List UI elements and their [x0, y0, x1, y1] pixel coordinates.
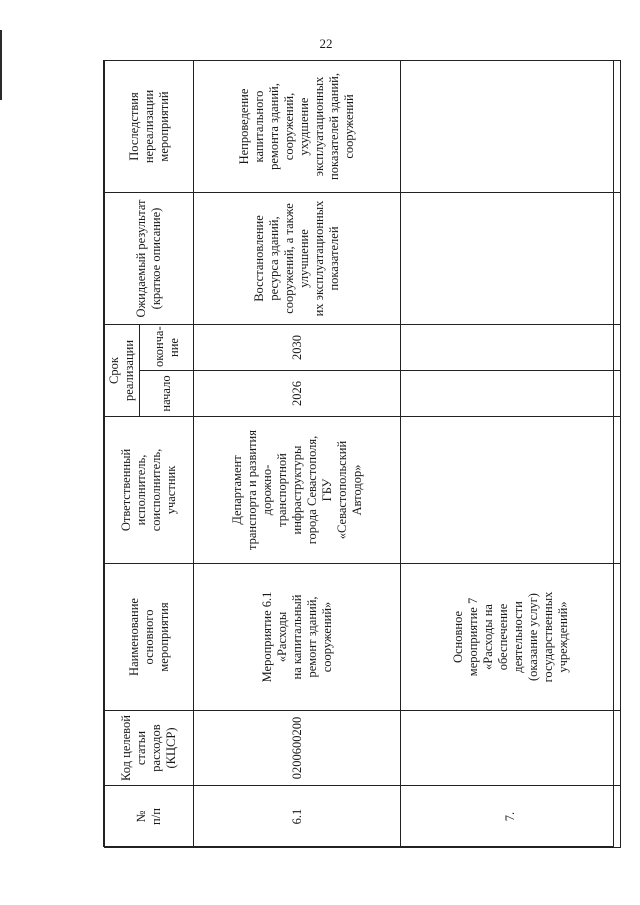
row-end: 2030	[194, 325, 401, 371]
row-consequences-empty	[401, 61, 621, 193]
header-start	[140, 371, 194, 417]
text-line: транспортной	[274, 453, 289, 527]
row-name	[401, 564, 621, 711]
text-line: ГБУ	[319, 478, 334, 502]
header-consequences	[105, 61, 194, 193]
text-line: оконча-	[151, 326, 166, 367]
text-line: реализации	[122, 339, 136, 402]
header-period	[105, 325, 140, 417]
header-end	[140, 325, 194, 371]
text-line: мероприятий	[156, 91, 171, 162]
text-line: Департамент	[229, 455, 244, 525]
table-row	[194, 61, 401, 848]
text-line: Ответственный	[119, 448, 133, 532]
text-line: дорожно-	[259, 464, 274, 516]
text-line: ухудшение	[297, 97, 311, 156]
row-code-empty	[401, 711, 621, 786]
text-line: их эксплуатационных	[312, 200, 326, 317]
row-name	[194, 564, 401, 711]
header-result	[105, 193, 194, 325]
text-line: Срок	[107, 357, 121, 384]
rotated-table	[104, 61, 615, 848]
row-start: 2026	[194, 371, 401, 417]
text-line: ремонта зданий,	[267, 83, 281, 170]
text-line: сооружений, а также	[282, 203, 296, 314]
text-line: статьи	[134, 730, 148, 766]
text-line: расходов	[149, 724, 163, 772]
text-line: «Расходы на	[480, 604, 495, 670]
text-line: (КЦСР)	[164, 727, 178, 769]
text-line: ремонт зданий,	[304, 596, 319, 678]
text-line: сооружений,	[282, 92, 296, 161]
text-line: соисполнитель,	[149, 448, 163, 532]
text-line: Мероприятие 6.1	[259, 591, 274, 683]
text-line: Код целевой	[119, 715, 133, 781]
header-name	[105, 564, 194, 711]
text-line: Автодор»	[349, 464, 364, 516]
text-line: показателей	[327, 226, 341, 291]
table-row	[401, 61, 621, 848]
header-num	[105, 786, 194, 848]
text-line: Последствия	[126, 92, 141, 161]
row-responsible-empty	[401, 417, 621, 564]
text-line: «Расходы	[274, 611, 289, 663]
text-line: «Севастопольский	[334, 440, 349, 540]
page-number: 22	[319, 36, 333, 51]
row-num: 6.1	[194, 786, 401, 848]
text-line: сооружений	[342, 94, 356, 159]
text-line: улучшение	[297, 229, 311, 288]
row-num: 7.	[401, 786, 621, 848]
text-line: обеспечение	[495, 603, 510, 671]
text-line: Основное	[450, 610, 465, 664]
text-line: (краткое описание)	[149, 207, 163, 310]
row-start-empty	[401, 371, 621, 417]
text-line: показателей зданий,	[327, 73, 341, 180]
text-line: (оказание услуг)	[525, 593, 540, 681]
text-line: ние	[166, 338, 181, 357]
text-line: основного	[141, 609, 156, 665]
row-responsible	[194, 417, 401, 564]
text-line: города Севастополя,	[304, 435, 319, 545]
text-line: исполнитель,	[134, 454, 148, 526]
text-line: №	[134, 810, 148, 823]
text-line: Наименование	[126, 598, 141, 676]
text-line: начало	[159, 375, 173, 412]
text-line: Непроведение	[237, 88, 251, 165]
text-line: сооружений»	[319, 601, 334, 673]
document-table-frame	[103, 60, 614, 847]
text-line: нереализации	[141, 89, 156, 164]
header-row-top	[105, 61, 140, 848]
text-line: капитального	[252, 90, 266, 163]
text-line: мероприятия	[156, 602, 171, 672]
text-line: п/п	[149, 808, 163, 825]
header-responsible	[105, 417, 194, 564]
scan-edge-mark	[0, 30, 2, 100]
text-line: государственных	[540, 591, 555, 683]
text-line: транспорта и развития	[244, 430, 259, 551]
text-line: Ожидаемый результат	[134, 199, 148, 318]
row-result	[194, 193, 401, 325]
text-line: ресурса зданий,	[267, 216, 281, 301]
row-result-empty	[401, 193, 621, 325]
row-code: 0200600200	[194, 711, 401, 786]
text-line: на капитальный	[289, 594, 304, 680]
header-code	[105, 711, 194, 786]
text-line: Восстановление	[252, 215, 266, 302]
text-line: инфраструктуры	[289, 445, 304, 535]
row-consequences	[194, 61, 401, 193]
activities-table	[104, 60, 621, 848]
row-end-empty	[401, 325, 621, 371]
text-line: эксплуатационных	[312, 76, 326, 177]
text-line: мероприятие 7	[465, 597, 480, 677]
text-line: учреждений»	[555, 601, 570, 673]
text-line: деятельности	[510, 601, 525, 673]
text-line: участник	[164, 465, 178, 515]
